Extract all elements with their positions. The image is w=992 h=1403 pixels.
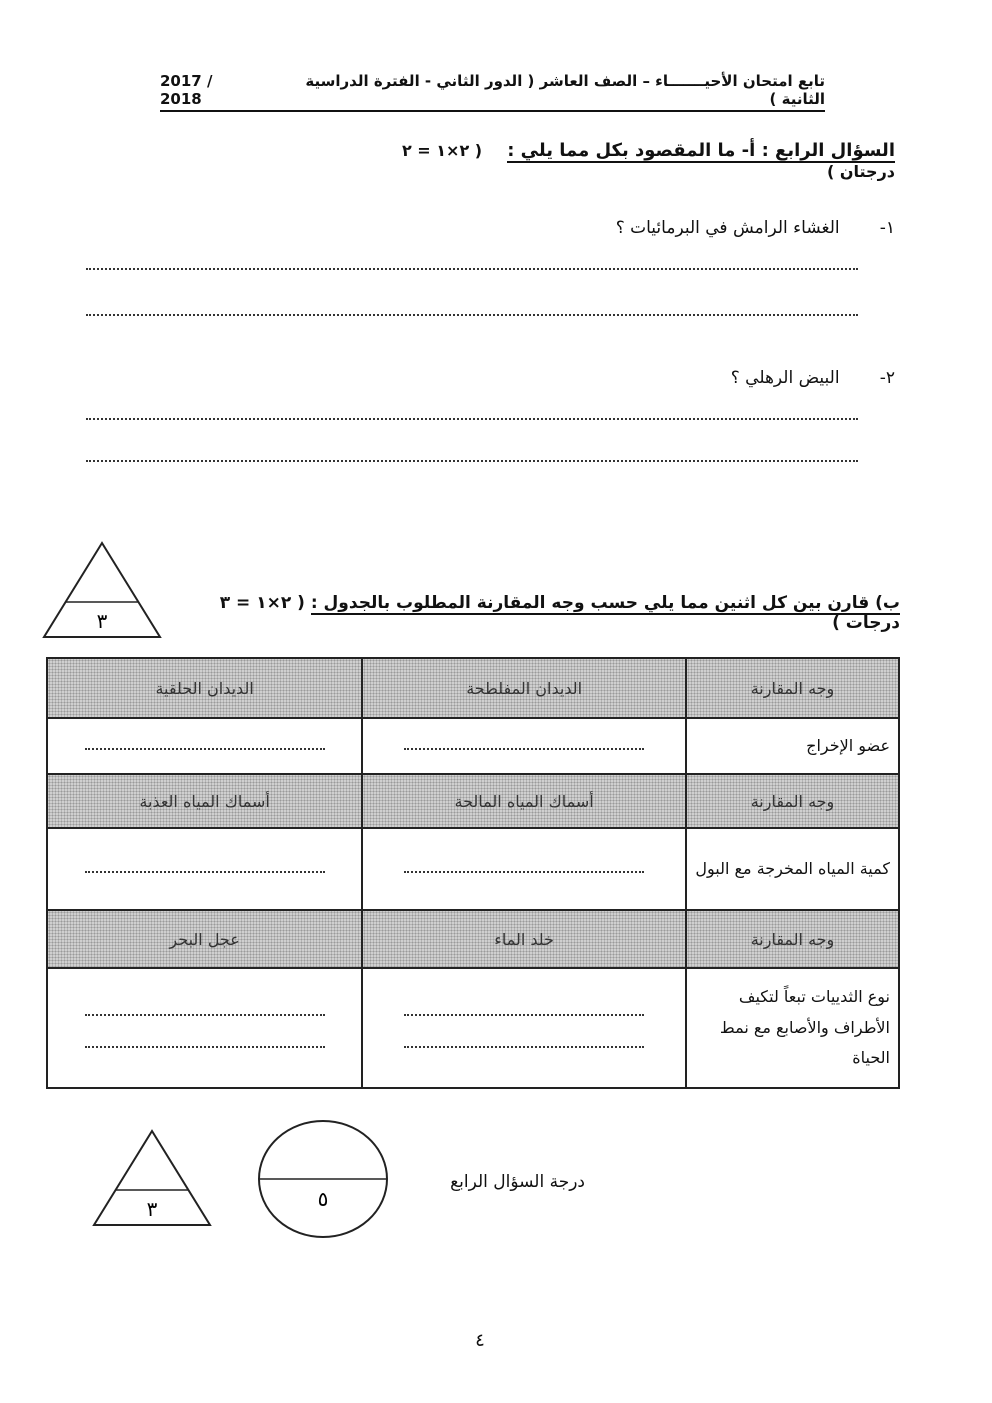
partb-marks: ( ٢×١ = ٣ درجات ) bbox=[219, 593, 900, 633]
question4-marks: ( ٢×١ = ٢ درجتان ) bbox=[401, 141, 895, 181]
circle-score: ٥ bbox=[317, 1187, 329, 1211]
triangle-score: ٣ bbox=[96, 609, 108, 633]
table-header-row bbox=[47, 658, 899, 718]
table-header-cell: أسماك المياه العذبة bbox=[47, 774, 362, 828]
footer-triangle-icon bbox=[90, 1128, 215, 1228]
comparison-table bbox=[46, 657, 900, 1089]
table-row-label: عضو الإخراج bbox=[686, 718, 899, 774]
item-text: الغشاء الرامش في البرمائيات ؟ bbox=[615, 218, 840, 238]
table-row-label: نوع الثدييات تبعاً لتكيف الأطراف والأصابع مع نمط الحياة bbox=[686, 968, 899, 1088]
footer-triangle-score: ٣ bbox=[146, 1197, 158, 1221]
answer-line[interactable] bbox=[86, 314, 858, 316]
table-header-cell: وجه المقارنة bbox=[686, 910, 899, 968]
table-header-row bbox=[47, 910, 899, 968]
answer-cell[interactable] bbox=[362, 828, 686, 910]
exam-header bbox=[160, 72, 825, 112]
item-number: ٢- bbox=[879, 368, 895, 388]
question4-item-1 bbox=[400, 218, 895, 238]
table-header-cell: خلد الماء bbox=[362, 910, 686, 968]
answer-cell[interactable] bbox=[47, 718, 362, 774]
table-row bbox=[47, 718, 899, 774]
table-row bbox=[47, 828, 899, 910]
exam-year: 2017 / 2018 bbox=[160, 72, 213, 108]
table-row bbox=[47, 968, 899, 1088]
score-circle-icon bbox=[256, 1118, 390, 1240]
partb-heading: ب) قارن بين كل اثنين مما يلي حسب وجه المقارنة المطلوب بالجدول : bbox=[310, 593, 900, 613]
item-text: البيض الرهلي ؟ bbox=[730, 368, 840, 388]
answer-cell[interactable] bbox=[47, 968, 362, 1088]
item-number: ١- bbox=[879, 218, 895, 238]
question4-heading: السؤال الرابع : أ- ما المقصود بكل مما يلي : bbox=[507, 140, 895, 161]
table-row-label: كمية المياه المخرجة مع البول bbox=[686, 828, 899, 910]
question4-title bbox=[360, 140, 895, 182]
score-triangle-icon bbox=[40, 540, 165, 640]
page-number: ٤ bbox=[475, 1330, 485, 1351]
exam-title: تابع امتحان الأحيـــــــاء – الصف العاشر ( الدور الثاني - الفترة الدراسية الثانية ) bbox=[305, 72, 825, 108]
answer-cell[interactable] bbox=[362, 968, 686, 1088]
question4-total-label: درجة السؤال الرابع bbox=[450, 1172, 585, 1192]
answer-cell[interactable] bbox=[47, 828, 362, 910]
answer-line[interactable] bbox=[86, 268, 858, 270]
table-header-cell: عجل البحر bbox=[47, 910, 362, 968]
table-header-row bbox=[47, 774, 899, 828]
table-header-cell: الديدان المفلطحة bbox=[362, 658, 686, 718]
table-header-cell: وجه المقارنة bbox=[686, 774, 899, 828]
answer-line[interactable] bbox=[86, 418, 858, 420]
partb-title bbox=[175, 593, 900, 633]
table-header-cell: أسماك المياه المالحة bbox=[362, 774, 686, 828]
question4-item-2 bbox=[400, 368, 895, 388]
table-header-cell: الديدان الحلقية bbox=[47, 658, 362, 718]
table-header-cell: وجه المقارنة bbox=[686, 658, 899, 718]
answer-cell[interactable] bbox=[362, 718, 686, 774]
answer-line[interactable] bbox=[86, 460, 858, 462]
